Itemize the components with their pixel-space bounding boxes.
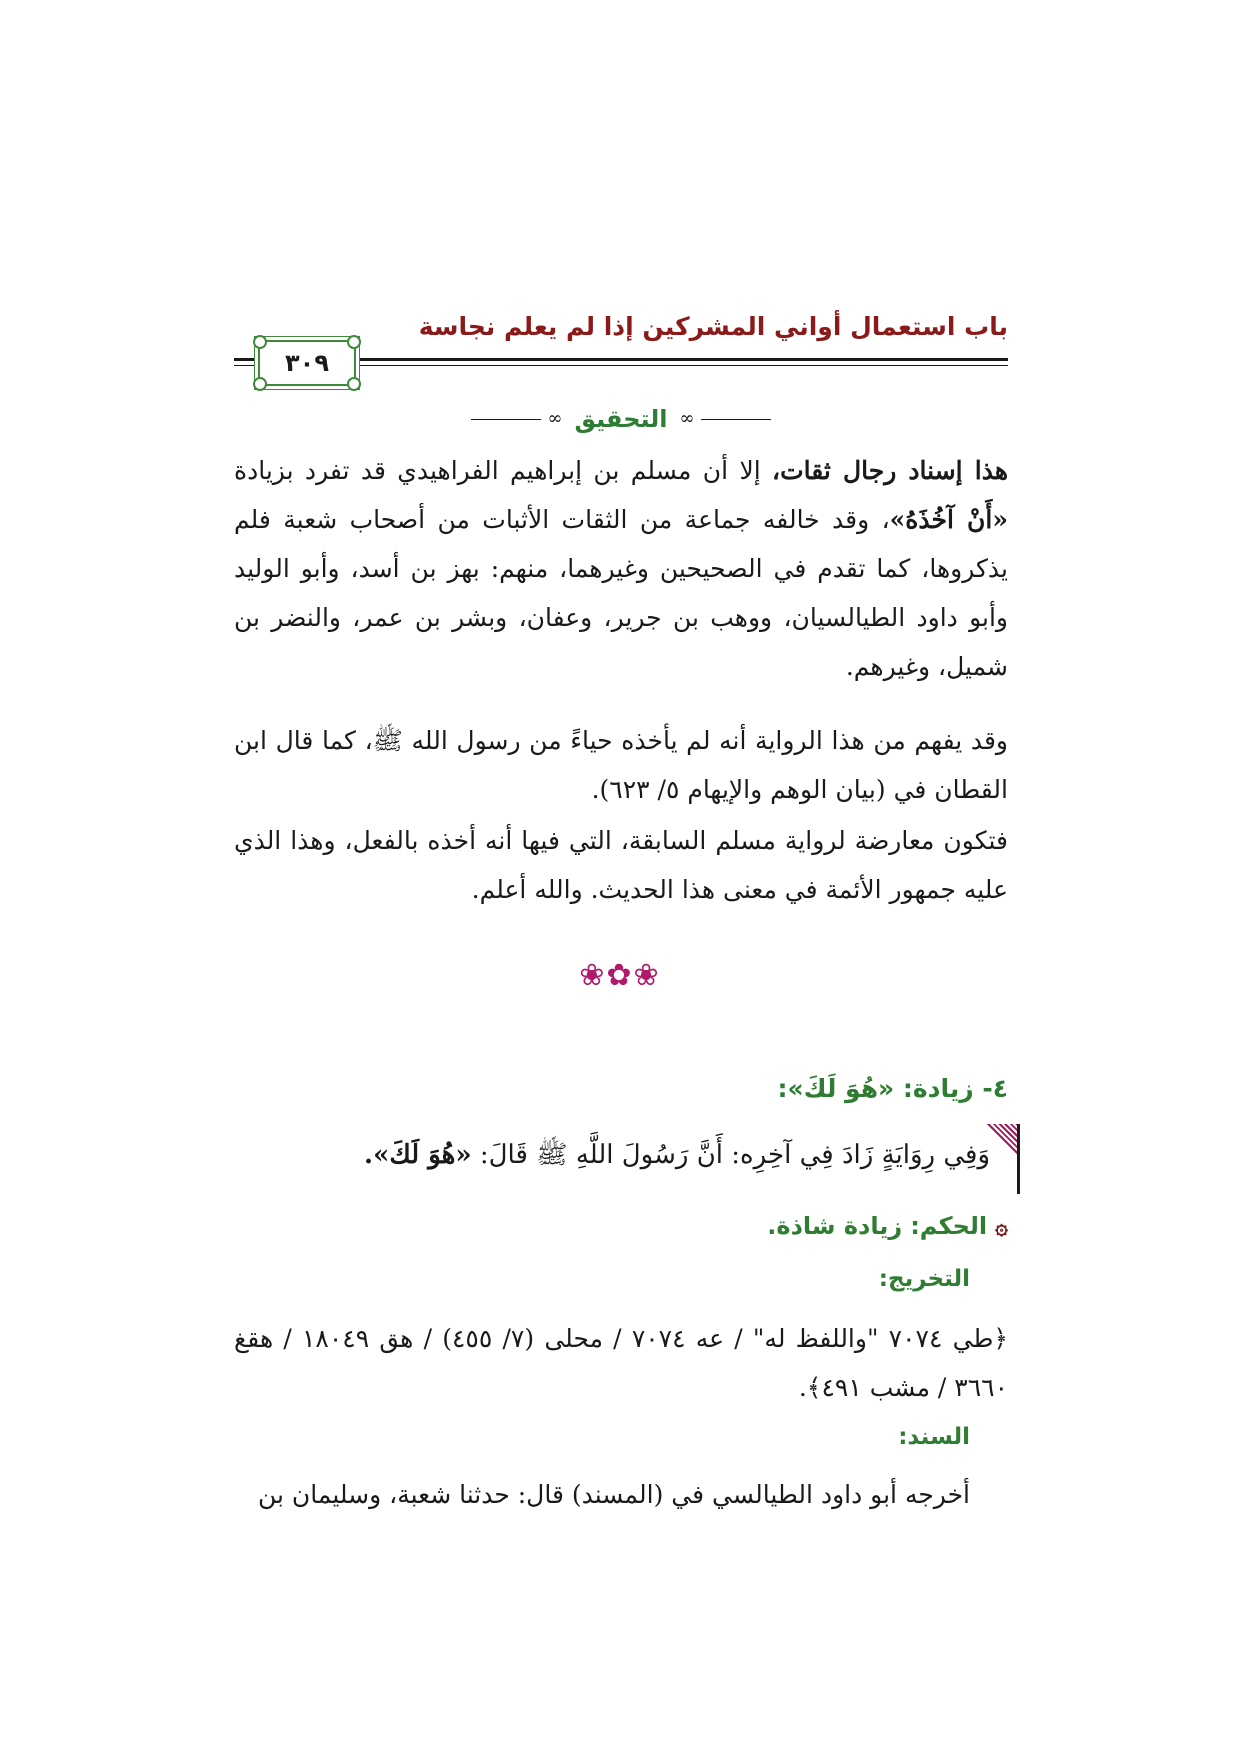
sanad-text: أخرجه أبو داود الطيالسي في (المسند) قال: حدثنا شعبة، وسليمان بن: [257, 1480, 970, 1509]
page-number-frame: [258, 340, 356, 386]
paragraph-lead: هذا إسناد رجال ثقات،: [772, 456, 1008, 485]
takhrij-text: ﴿طي ٧٠٧٤ "واللفظ له" / عه ٧٠٧٤ / محلى (٧/ ٤٥٥) / هق ١٨٠٤٩ / هقغ ٣٦٦٠ / مشب ٤٩١﴾.: [234, 1324, 1008, 1402]
ruling-label: الحكم:: [910, 1212, 988, 1240]
hadith-text: [240, 1132, 990, 1178]
sanad-label: السند:: [898, 1424, 970, 1450]
frame-corner-ornament: [347, 377, 361, 391]
item-heading: ٤- زيادة: «هُوَ لَكَ»:: [777, 1074, 1008, 1103]
divider-ornament-icon: ❀✿❀: [579, 958, 661, 993]
flourish-icon: ∞: [679, 408, 695, 429]
quoted-phrase: «أَنْ آخُذَهُ»: [889, 505, 1008, 534]
heading-line-left: [471, 419, 541, 420]
running-title: باب استعمال أواني المشركين إذا لم يعلم نجاسة: [418, 312, 1008, 341]
section-heading: التحقيق: [574, 405, 668, 433]
paragraph-text: ، وقد خالفه جماعة من الثقات الأثبات من أصحاب شعبة فلم يذكروها، كما تقدم في الصحيحين وغيرهما، منهم: بهز بن أسد، وأبو الوليد وأبو داود الطيالسيان، ووهب بن جرير، وعفان، وبشر بن عمر، والنضر بن شميل، وغيرهم.: [234, 505, 1008, 681]
heading-line-right: [701, 419, 771, 420]
hadith-body: وَفِي رِوَايَةٍ زَادَ فِي آخِرِه: أَنَّ رَسُولَ اللَّهِ ﷺ قَالَ:: [471, 1140, 990, 1170]
paragraph-isnad: [234, 446, 1008, 691]
frame-corner-ornament: [253, 335, 267, 349]
flourish-icon: ∞: [547, 408, 563, 429]
frame-corner-ornament: [347, 335, 361, 349]
ruling-row: [234, 1212, 1008, 1240]
ruling-value: زيادة شاذة.: [767, 1212, 903, 1240]
frame-corner-ornament: [253, 377, 267, 391]
paragraph-conclusion: فتكون معارضة لرواية مسلم السابقة، التي فيها أنه أخذه بالفعل، وهذا الذي عليه جمهور الأئمة في معنى هذا الحديث. والله أعلم.: [234, 826, 1008, 904]
takhrij-label: التخريج:: [878, 1266, 970, 1292]
page-number: ٣٠٩: [285, 349, 329, 377]
rub-el-hizb-icon: ۞: [995, 1215, 1008, 1240]
paragraph-text: إلا أن مسلم بن إبراهيم الفراهيدي قد تفرد بزيادة: [234, 456, 773, 485]
hadith-quote: «هُوَ لَكَ».: [364, 1140, 472, 1170]
section-heading-row: [234, 402, 1008, 436]
paragraph-understanding: وقد يفهم من هذا الرواية أنه لم يأخذه حياءً من رسول الله ﷺ، كما قال ابن القطان في (بيان الوهم والإيهام ٥/ ٦٢٣).: [234, 726, 1008, 804]
